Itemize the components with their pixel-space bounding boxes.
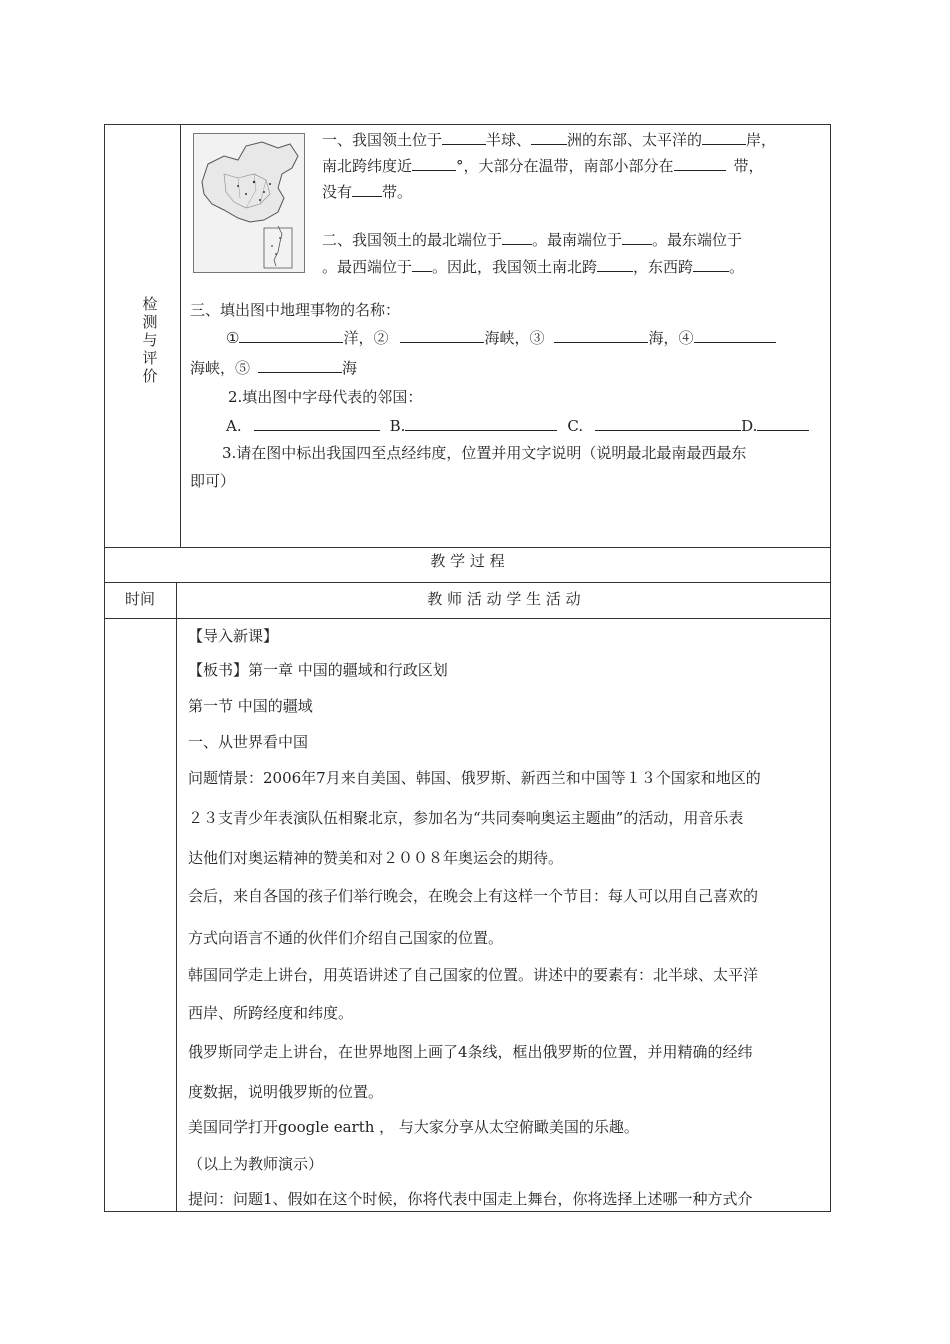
blank-field[interactable]	[702, 130, 746, 145]
blank-field[interactable]	[595, 416, 741, 431]
column-header-activity: 教 师 活 动 学 生 活 动	[427, 590, 581, 608]
blank-field[interactable]	[757, 416, 809, 431]
china-map-image	[193, 133, 305, 273]
content-line: 美国同学打开google earth ， 与大家分享从太空俯瞰美国的乐趣。	[188, 1118, 639, 1136]
blank-field[interactable]	[239, 328, 343, 343]
section-label-evaluation: 检 测 与 评 价	[142, 295, 158, 385]
question-5-line-2: 即可）	[190, 472, 236, 490]
question-2-line-1: 二、我国领土的最北端位于 。最南端位于 。最东端位于	[322, 231, 743, 249]
question-4-line: A. B. C. D.	[226, 416, 809, 435]
question-1-line-3: 没有 带。	[322, 183, 413, 201]
blank-field[interactable]	[412, 156, 456, 171]
blank-field[interactable]	[352, 182, 382, 197]
blank-field[interactable]	[502, 230, 532, 245]
content-line: 西岸、所跨经度和纬度。	[188, 1004, 354, 1022]
content-line: 提问：问题1、假如在这个时候，你将代表中国走上舞台，你将选择上述哪一种方式介	[188, 1190, 753, 1208]
blank-field[interactable]	[674, 156, 726, 171]
row-divider	[104, 547, 831, 548]
question-4-title: 2.填出图中字母代表的邻国：	[228, 388, 423, 406]
blank-field[interactable]	[258, 358, 342, 373]
content-line: ２３支青少年表演队伍相聚北京，参加名为“共同奏响奥运主题曲”的活动，用音乐表	[188, 809, 744, 827]
process-title: 教 学 过 程	[430, 552, 505, 570]
blank-field[interactable]	[412, 257, 432, 272]
content-line: （以上为教师演示）	[188, 1155, 324, 1173]
question-1-line-1: 一、我国领土位于 半球、 洲的东部、太平洋的 岸，	[322, 131, 777, 149]
content-line: 【导入新课】	[188, 627, 279, 645]
content-line: 方式向语言不通的伙伴们介绍自己国家的位置。	[188, 929, 504, 947]
question-3-title: 三、填出图中地理事物的名称：	[190, 301, 401, 319]
question-3-line-1: ① 洋，② 海峡，③ 海，④	[226, 328, 776, 347]
content-line: 韩国同学走上讲台，用英语讲述了自己国家的位置。讲述中的要素有：北半球、太平洋	[188, 966, 759, 984]
blank-field[interactable]	[442, 130, 486, 145]
content-line: 【板书】第一章 中国的疆域和行政区划	[188, 661, 448, 679]
question-1-line-2: 南北跨纬度近 °，大部分在温带，南部小部分在 带，	[322, 157, 764, 175]
row-divider	[104, 582, 831, 583]
blank-field[interactable]	[622, 230, 652, 245]
blank-field[interactable]	[254, 416, 380, 431]
blank-field[interactable]	[597, 257, 633, 272]
question-2-line-2: 。最西端位于 。因此，我国领土南北跨 ，东西跨 。	[322, 258, 745, 276]
content-line: 俄罗斯同学走上讲台，在世界地图上画了4条线，框出俄罗斯的位置，并用精确的经纬	[188, 1043, 753, 1061]
row-divider	[104, 618, 831, 619]
content-line: 第一节 中国的疆域	[188, 697, 313, 715]
content-line: 达他们对奥运精神的赞美和对２００８年奥运会的期待。	[188, 849, 564, 867]
content-line: 会后，来自各国的孩子们举行晚会，在晚会上有这样一个节目：每人可以用自己喜欢的	[188, 887, 759, 905]
question-3-line-2: 海峡，⑤ 海	[190, 359, 358, 377]
map-outline-icon	[194, 134, 304, 272]
column-divider-eval	[180, 124, 181, 547]
blank-field[interactable]	[693, 257, 729, 272]
blank-field[interactable]	[400, 328, 484, 343]
blank-field[interactable]	[405, 416, 557, 431]
content-line: 一、从世界看中国	[188, 733, 309, 751]
content-line: 问题情景：2006年7月来自美国、韩国、俄罗斯、新西兰和中国等１３个国家和地区的	[188, 769, 761, 787]
blank-field[interactable]	[554, 328, 648, 343]
column-divider-time	[176, 582, 177, 1212]
blank-field[interactable]	[694, 328, 776, 343]
content-line: 度数据，说明俄罗斯的位置。	[188, 1083, 384, 1101]
blank-field[interactable]	[531, 130, 567, 145]
column-header-time: 时间	[124, 590, 155, 608]
question-5-line-1: 3.请在图中标出我国四至点经纬度，位置并用文字说明（说明最北最南最西最东	[222, 444, 747, 462]
